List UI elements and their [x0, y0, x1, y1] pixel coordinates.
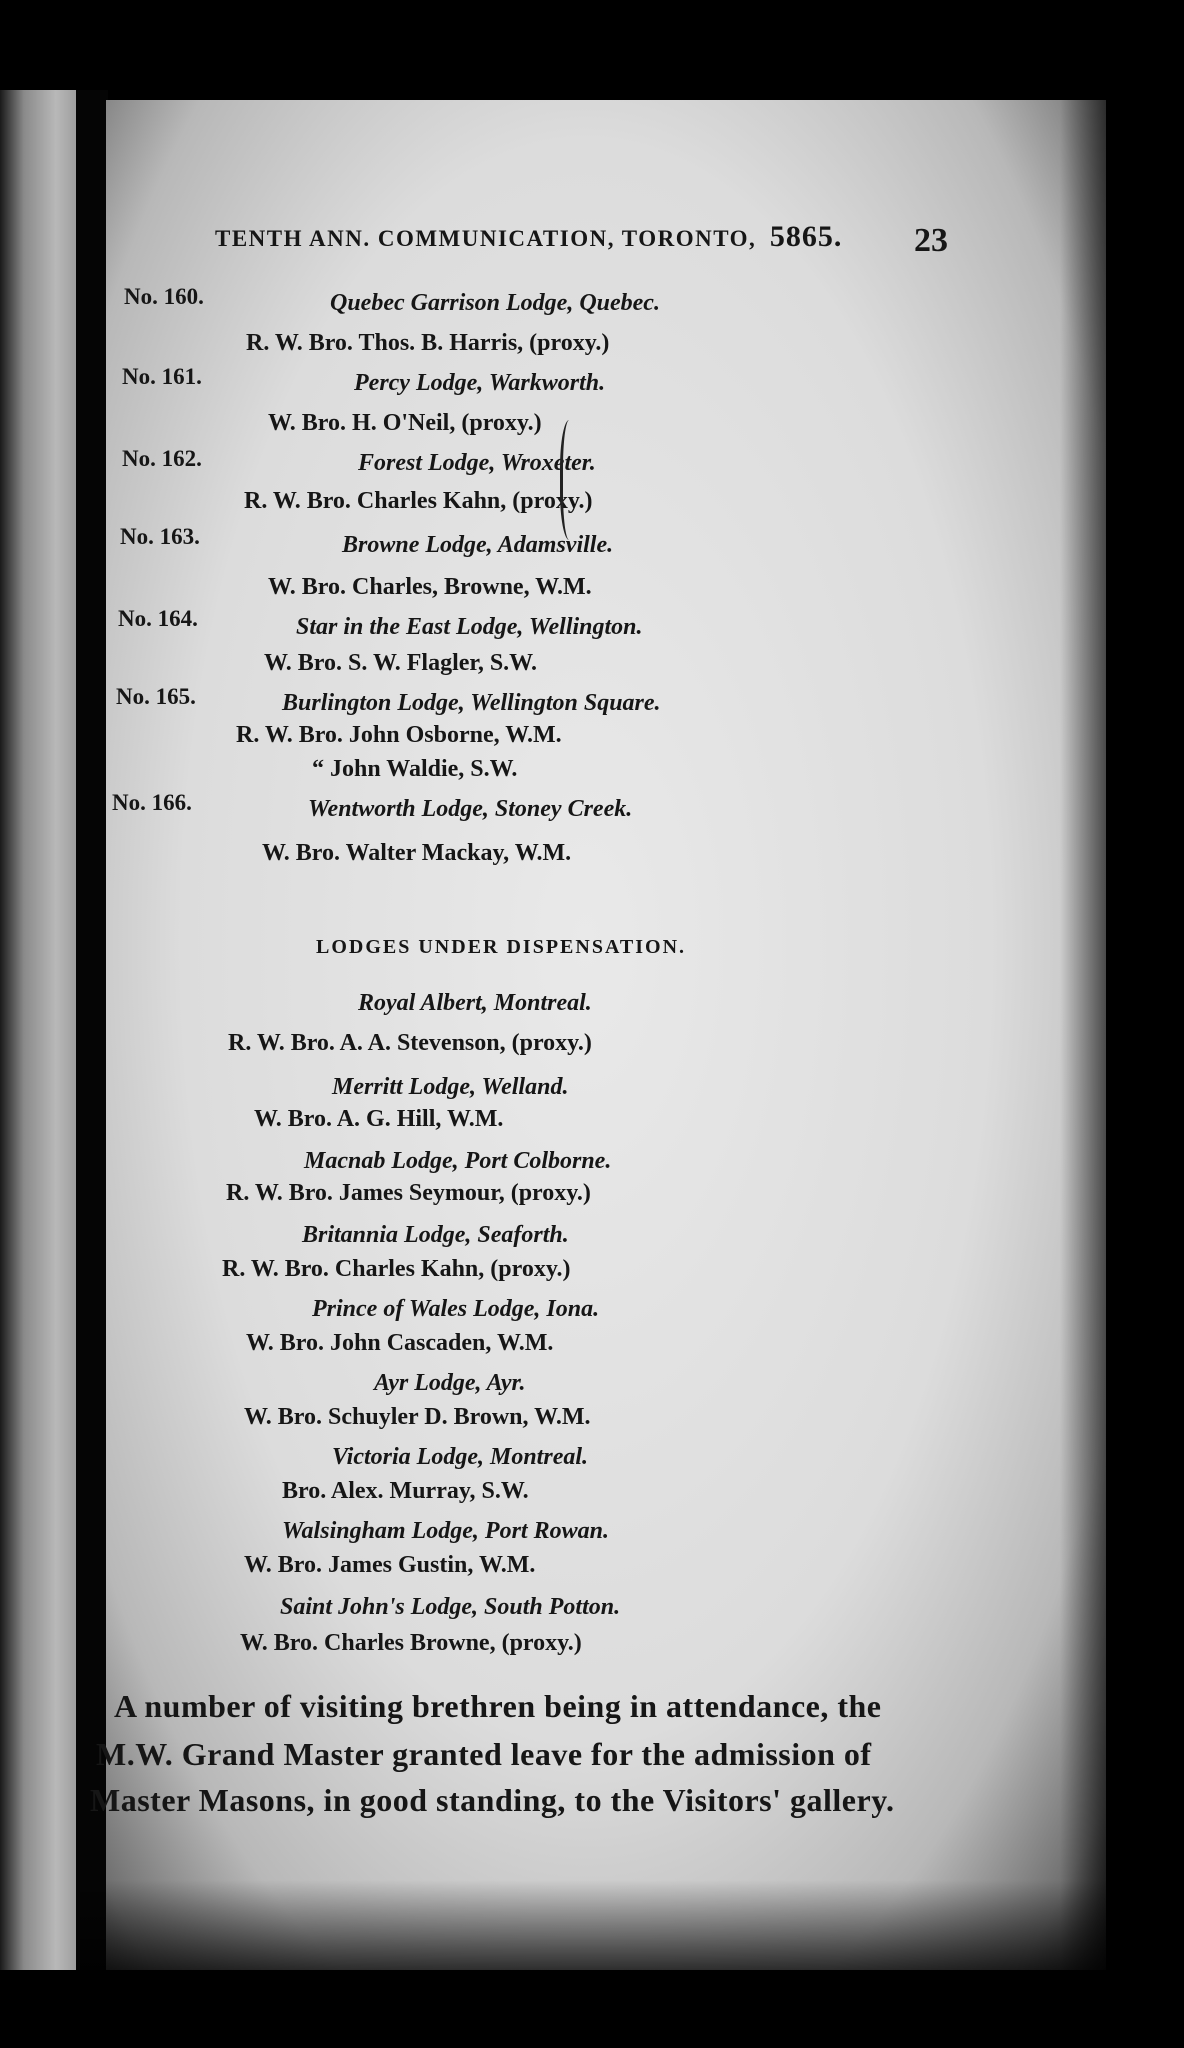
- bottom-edge-shadow: [80, 1880, 1184, 2048]
- lodge-number: No. 162.: [122, 446, 202, 471]
- lodge-member: W. Bro. S. W. Flagler, S.W.: [264, 650, 537, 676]
- dispensation-lodge-name: Merritt Lodge, Welland.: [332, 1074, 569, 1100]
- lodge-number: No. 165.: [116, 684, 196, 709]
- lodge-member: “ John Waldie, S.W.: [312, 756, 518, 782]
- lodge-member: R. W. Bro. John Osborne, W.M.: [236, 722, 562, 748]
- closing-line-3: Master Masons, in good standing, to the Visitors' gallery.: [90, 1782, 895, 1818]
- header-year: 5865.: [769, 220, 843, 253]
- handwritten-bracket: [560, 420, 583, 540]
- lodge-number: No. 166.: [112, 790, 192, 815]
- dispensation-lodge-member: R. W. Bro. James Seymour, (proxy.): [226, 1180, 591, 1206]
- lodge-member: W. Bro. H. O'Neil, (proxy.): [268, 410, 542, 436]
- lodge-name: Forest Lodge, Wroxeter.: [358, 450, 596, 476]
- lodge-number: No. 164.: [118, 606, 198, 631]
- dispensation-lodge-name: Ayr Lodge, Ayr.: [374, 1370, 526, 1396]
- dispensation-lodge-name: Royal Albert, Montreal.: [358, 990, 592, 1016]
- lodge-name: Quebec Garrison Lodge, Quebec.: [330, 290, 660, 316]
- section-heading: LODGES UNDER DISPENSATION.: [316, 936, 687, 958]
- right-edge-shadow: [1060, 100, 1184, 2000]
- running-header: [215, 220, 842, 254]
- book-gutter: [76, 90, 108, 1970]
- lodge-member: R. W. Bro. Charles Kahn, (proxy.): [244, 488, 593, 514]
- lodge-member: W. Bro. Walter Mackay, W.M.: [262, 840, 572, 866]
- dispensation-lodge-name: Macnab Lodge, Port Colborne.: [304, 1148, 612, 1174]
- dispensation-lodge-member: W. Bro. A. G. Hill, W.M.: [254, 1106, 504, 1132]
- page-number: 23: [914, 222, 948, 259]
- dispensation-lodge-member: W. Bro. James Gustin, W.M.: [244, 1552, 536, 1578]
- dispensation-lodge-name: Saint John's Lodge, South Potton.: [280, 1594, 621, 1620]
- dispensation-lodge-name: Britannia Lodge, Seaforth.: [302, 1222, 569, 1248]
- dispensation-lodge-member: R. W. Bro. Charles Kahn, (proxy.): [222, 1256, 571, 1282]
- lodge-member: W. Bro. Charles, Browne, W.M.: [268, 574, 592, 600]
- dispensation-lodge-member: Bro. Alex. Murray, S.W.: [282, 1478, 529, 1504]
- dispensation-lodge-name: Prince of Wales Lodge, Iona.: [312, 1296, 600, 1322]
- lodge-name: Percy Lodge, Warkworth.: [354, 370, 606, 396]
- lodge-number: No. 160.: [124, 284, 204, 309]
- dispensation-lodge-member: W. Bro. Charles Browne, (proxy.): [240, 1630, 582, 1656]
- dispensation-lodge-name: Victoria Lodge, Montreal.: [332, 1444, 589, 1470]
- dispensation-lodge-member: W. Bro. John Cascaden, W.M.: [246, 1330, 554, 1356]
- lodge-name: Star in the East Lodge, Wellington.: [296, 614, 643, 640]
- dispensation-lodge-member: R. W. Bro. A. A. Stevenson, (proxy.): [228, 1030, 592, 1056]
- lodge-number: No. 161.: [122, 364, 202, 389]
- lodge-name: Burlington Lodge, Wellington Square.: [282, 690, 661, 716]
- lodge-name: Wentworth Lodge, Stoney Creek.: [308, 796, 633, 822]
- lodge-member: R. W. Bro. Thos. B. Harris, (proxy.): [246, 330, 610, 356]
- lodge-name: Browne Lodge, Adamsville.: [342, 532, 614, 558]
- lodge-number: No. 163.: [120, 524, 200, 549]
- dispensation-lodge-name: Walsingham Lodge, Port Rowan.: [282, 1518, 609, 1544]
- closing-line-1: A number of visiting brethren being in attendance, the: [114, 1688, 882, 1724]
- dispensation-lodge-member: W. Bro. Schuyler D. Brown, W.M.: [244, 1404, 591, 1430]
- header-title: TENTH ANN. COMMUNICATION, TORONTO,: [215, 226, 757, 251]
- facing-page: [0, 90, 80, 1970]
- closing-line-2: M.W. Grand Master granted leave for the admission of: [96, 1736, 872, 1772]
